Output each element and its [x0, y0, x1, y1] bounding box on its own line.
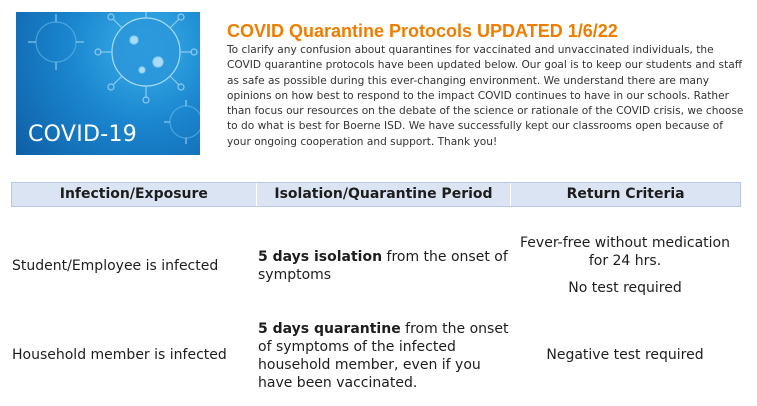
- row1-return-line1: Fever-free without medication for 24 hrs.: [520, 235, 730, 269]
- protocol-table-header: [11, 182, 741, 207]
- announcement-title: COVID Quarantine Protocols UPDATED 1/6/22: [227, 21, 618, 41]
- announcement-body: To clarify any confusion about quarantines for vaccinated and unvaccinated individuals, the COVID quarantine protocols have been updated below. Our goal is to keep our students and staff as safe as possible during this ever-changing environment. We understand there are many opinions on how best to respond to the impact COVID continues to have in our schools. Rather than focus our resources on the debate of the science or rationale of the COVID crisis, we choose to do what is best for Boerne ISD. We have successfully kept our classrooms open because of your ongoing cooperation and support. Thank you!: [227, 44, 744, 148]
- row2-period-rest: from the onset of symptoms of the infected household member, even if you have been vaccinated.: [258, 321, 509, 391]
- row1-period-bold: 5 days isolation: [258, 249, 383, 265]
- row1-period-rest: from the onset of symptoms: [258, 249, 508, 283]
- row1-return-line2: No test required: [568, 280, 682, 296]
- header-return-criteria: Return Criteria: [566, 186, 685, 202]
- header-infection-exposure: Infection/Exposure: [12, 183, 257, 206]
- row2-period-bold: 5 days quarantine: [258, 321, 401, 337]
- covid-banner-image: [16, 12, 200, 155]
- row2-period: [258, 320, 513, 392]
- banner-covid-label: COVID-19: [28, 122, 138, 147]
- header-isolation-period: Isolation/Quarantine Period: [257, 183, 512, 206]
- row1-exposure: Student/Employee is infected: [12, 258, 219, 274]
- row2-return-line1: Negative test required: [546, 347, 704, 363]
- row2-exposure: Household member is infected: [12, 347, 227, 363]
- row1-period: [258, 248, 513, 284]
